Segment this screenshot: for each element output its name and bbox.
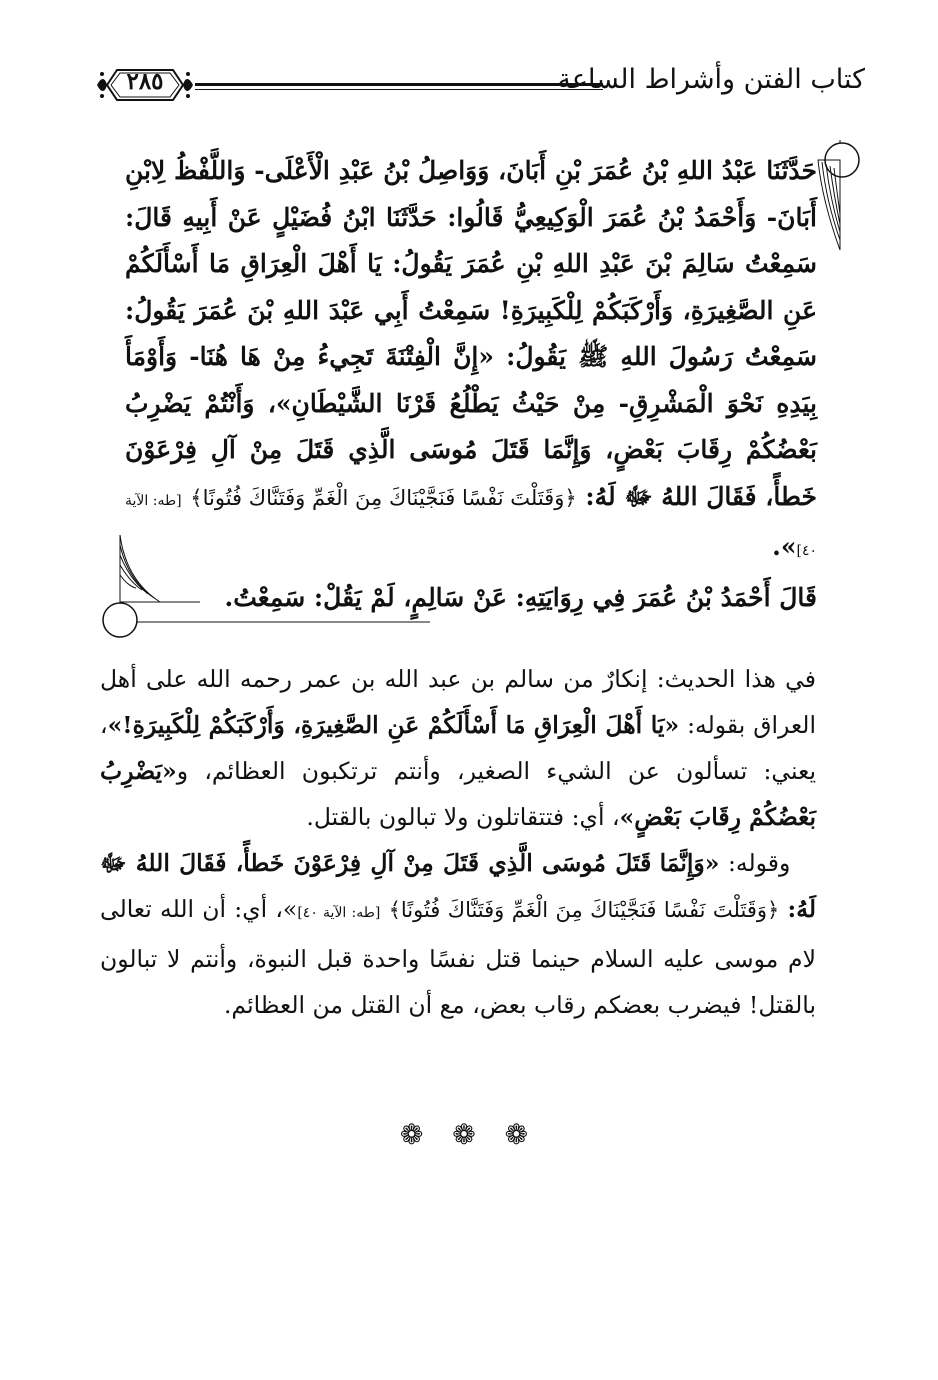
commentary xyxy=(100,656,816,1028)
commentary-text: وقوله: xyxy=(719,849,791,877)
commentary-text: ، أي: فتتقاتلون ولا تبالون بالقتل. xyxy=(306,803,620,831)
header-rule xyxy=(195,83,603,90)
hadith-body xyxy=(125,148,817,575)
commentary-text: ، يعني: تسألون عن الشيء الصغير، وأنتم ترتكبون العظائم، و xyxy=(100,711,816,785)
section-end-ornament: ❁ ❁ ❁ xyxy=(399,1118,539,1151)
commentary-text: »، أي: أن الله تعالى لام موسى عليه السلام حينما قتل نفسًا واحدة قبل النبوة، وأنتم لا تبالون بالقتل! فيضرب بعضكم رقاب بعض، مع أن القتل من العظائم. xyxy=(100,895,816,1019)
quran-reference: [طه: الآية ٤٠] xyxy=(125,492,817,559)
commentary-quote: «وَإِنَّمَا قَتَلَ مُوسَى الَّذِي قَتَلَ مِنْ آلِ فِرْعَوْنَ خَطأً، فَقَالَ اللهُ ﷻ لَهُ: xyxy=(100,849,816,923)
commentary-quote: «يَضْرِبُ بَعْضُكُمْ رِقَابَ بَعْضٍ» xyxy=(100,757,816,831)
commentary-paragraph-2 xyxy=(100,840,816,1028)
quran-verse: ﴿وَقَتَلْتَ نَفْسًا فَنَجَّيْنَاكَ مِنَ الْغَمِّ وَفَتَنَّاكَ فُتُونًا﴾ xyxy=(190,485,577,510)
page-number-ornament xyxy=(95,62,195,108)
quote-close: ». xyxy=(772,532,797,561)
quran-reference: [طه: الآية ٤٠] xyxy=(297,905,381,921)
hadith-text xyxy=(125,148,817,621)
hadith-closing-line: قَالَ أَحْمَدُ بْنُ عُمَرَ فِي رِوَايَتِهِ: عَنْ سَالِمٍ، لَمْ يَقُلْ: سَمِعْتُ. xyxy=(224,582,817,612)
commentary-text: في هذا الحديث: إنكارٌ من سالم بن عبد الله بن عمر رحمه الله على أهل العراق بقوله: xyxy=(100,665,816,739)
hadith-narration: حَدَّثَنَا عَبْدُ اللهِ بْنُ عُمَرَ بْنِ أَبَانَ، وَوَاصِلُ بْنُ عَبْدِ الْأَعْلَى- وَاللَّفْظُ لِابْنِ أَبَانَ- وَأَحْمَدُ بْنُ عُمَرَ الْوَكِيعِيُّ قَالُوا: حَدَّثَنَا ابْنُ فُضَيْلٍ عَنْ أَبِيهِ قَالَ: سَمِعْتُ سَالِمَ بْنَ عَبْدِ اللهِ بْنِ عُمَرَ يَقُولُ: يَا أَهْلَ الْعِرَاقِ مَا أَسْأَلَكُمْ عَنِ الصَّغِيرَةِ، وَأَرْكَبَكُمْ لِلْكَبِيرَةِ! سَمِعْتُ أَبِي عَبْدَ اللهِ بْنَ عُمَرَ يَقُولُ: سَمِعْتُ رَسُولَ اللهِ ﷺ يَقُولُ: «إِنَّ الْفِتْنَةَ تَجِيءُ مِنْ هَا هُنَا- وَأَوْمَأَ بِيَدِهِ نَحْوَ الْمَشْرِقِ- مِنْ حَيْثُ يَطْلُعُ قَرْنَا الشَّيْطَانِ»، وَأَنْتُمْ يَضْرِبُ بَعْضُكُمْ رِقَابَ بَعْضٍ، وَإِنَّمَا قَتَلَ مُوسَى الَّذِي قَتَلَ مِنْ آلِ فِرْعَوْنَ خَطأً، فَقَالَ اللهُ ﷻ لَهُ: xyxy=(125,156,817,511)
quran-verse: ﴿وَقَتَلْتَ نَفْسًا فَنَجَّيْنَاكَ مِنَ الْغَمِّ وَفَتَنَّاكَ فُتُونًا﴾ xyxy=(388,898,780,922)
commentary-paragraph-1 xyxy=(100,656,816,840)
commentary-quote: «يَا أَهْلَ الْعِرَاقِ مَا أَسْأَلَكُمْ عَنِ الصَّغِيرَةِ، وَأَرْكَبَكُمْ لِلْكَبِيرَةِ!» xyxy=(107,711,680,739)
book-title: كتاب الفتن وأشراط الساعة xyxy=(557,64,865,95)
page-number: ٢٨٥ xyxy=(126,68,164,95)
page-header xyxy=(95,62,865,122)
